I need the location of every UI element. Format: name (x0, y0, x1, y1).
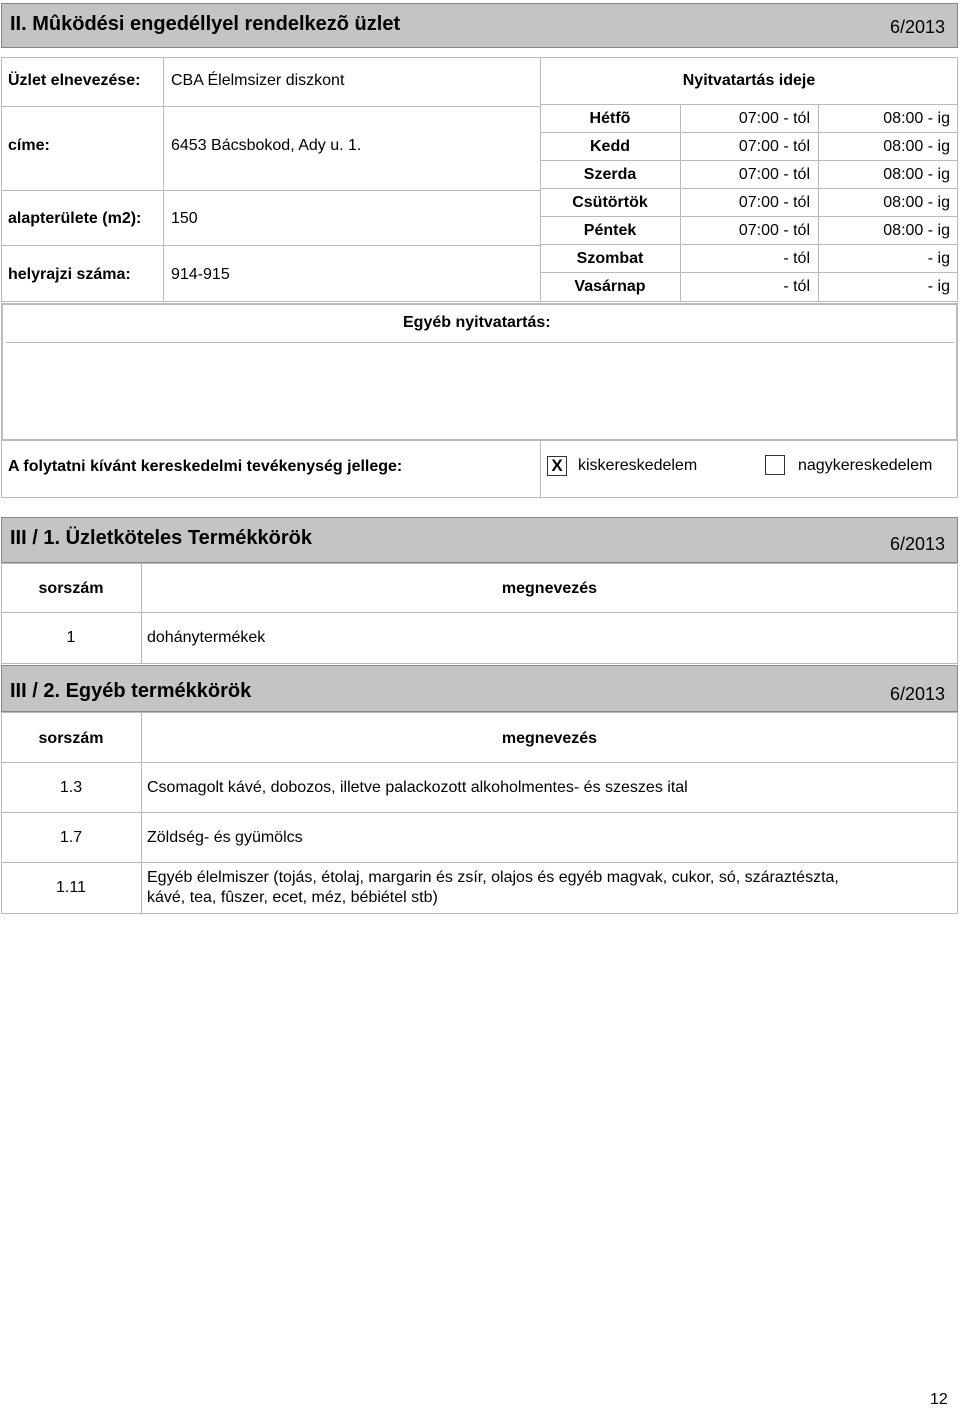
section-3-1-row-name: dohánytermékek (147, 629, 266, 646)
other-hours-label: Egyéb nyitvatartás: (403, 314, 551, 331)
address-label: címe: (8, 137, 50, 154)
parcel-value: 914-915 (171, 266, 230, 283)
section-3-2-col-num: sorszám (38, 730, 104, 747)
wholesale-checkbox[interactable] (765, 455, 785, 475)
day-open-to: - ig (927, 250, 950, 267)
section-3-2-row-name: Zöldség- és gyümölcs (147, 829, 303, 846)
opening-hours-title: Nyitvatartás ideje (682, 72, 816, 89)
section-2-header (1, 3, 958, 48)
section-3-2-code: 6/2013 (889, 684, 945, 704)
retail-checkbox[interactable]: X (547, 456, 567, 476)
area-value: 150 (171, 210, 198, 227)
day-open-from: 07:00 - tól (738, 194, 810, 211)
section-3-1-table (1, 563, 958, 664)
day-open-to: 08:00 - ig (883, 138, 950, 155)
section-3-2-row-num: 1.3 (59, 779, 83, 796)
wholesale-label: nagykereskedelem (798, 457, 933, 474)
section-3-2-header (1, 665, 958, 712)
section-3-2-title: III / 2. Egyéb termékkörök (10, 680, 252, 702)
day-open-to: 08:00 - ig (883, 166, 950, 183)
section-2-title: II. Mûködési engedéllyel rendelkezõ üzlet (10, 13, 401, 35)
section-3-2-col-name: megnevezés (501, 730, 598, 747)
day-name: Szerda (583, 166, 637, 183)
day-open-to: 08:00 - ig (883, 222, 950, 239)
address-value: 6453 Bácsbokod, Ady u. 1. (171, 137, 362, 154)
section-3-1-header (1, 517, 958, 563)
section-3-1-row-num: 1 (66, 629, 76, 646)
day-open-from: - tól (783, 278, 810, 295)
section-3-1-col-name: megnevezés (501, 580, 598, 597)
day-name: Kedd (590, 138, 630, 155)
section-3-2-row-num: 1.7 (59, 829, 83, 846)
day-open-from: 07:00 - tól (738, 222, 810, 239)
section-3-2-row-name: Csomagolt kávé, dobozos, illetve palackozott alkoholmentes- és szeszes ital (147, 779, 688, 796)
day-name: Szombat (576, 250, 644, 267)
retail-label: kiskereskedelem (578, 457, 698, 474)
day-name: Vasárnap (574, 278, 646, 295)
activity-label: A folytatni kívánt kereskedelmi tevékenység jellege: (8, 458, 403, 475)
area-label: alapterülete (m2): (8, 210, 142, 227)
day-open-to: - ig (927, 278, 950, 295)
shop-name-value: CBA Élelmsizer diszkont (171, 72, 345, 89)
day-open-to: 08:00 - ig (883, 194, 950, 211)
parcel-label: helyrajzi száma: (8, 266, 131, 283)
section-3-1-title: III / 1. Üzletköteles Termékkörök (10, 527, 312, 549)
section-2-code: 6/2013 (889, 17, 945, 37)
day-open-from: 07:00 - tól (738, 166, 810, 183)
section-3-2-row-name-cont: kávé, tea, fûszer, ecet, méz, bébiétel stb) (147, 889, 438, 906)
day-open-from: - tól (783, 250, 810, 267)
shop-name-label: Üzlet elnevezése: (8, 72, 141, 89)
section-3-1-col-num: sorszám (38, 580, 104, 597)
section-3-2-row-num: 1.11 (56, 879, 86, 896)
section-3-2-row-name: Egyéb élelmiszer (tojás, étolaj, margarin és zsír, olajos és egyéb magvak, cukor, só, száraztészta, (147, 869, 839, 886)
section-3-1-code: 6/2013 (889, 534, 945, 554)
day-open-to: 08:00 - ig (883, 110, 950, 127)
day-open-from: 07:00 - tól (738, 138, 810, 155)
day-name: Csütörtök (572, 194, 648, 211)
page-number: 12 (930, 1391, 948, 1408)
day-name: Péntek (583, 222, 637, 239)
day-name: Hétfõ (589, 110, 631, 127)
day-open-from: 07:00 - tól (738, 110, 810, 127)
